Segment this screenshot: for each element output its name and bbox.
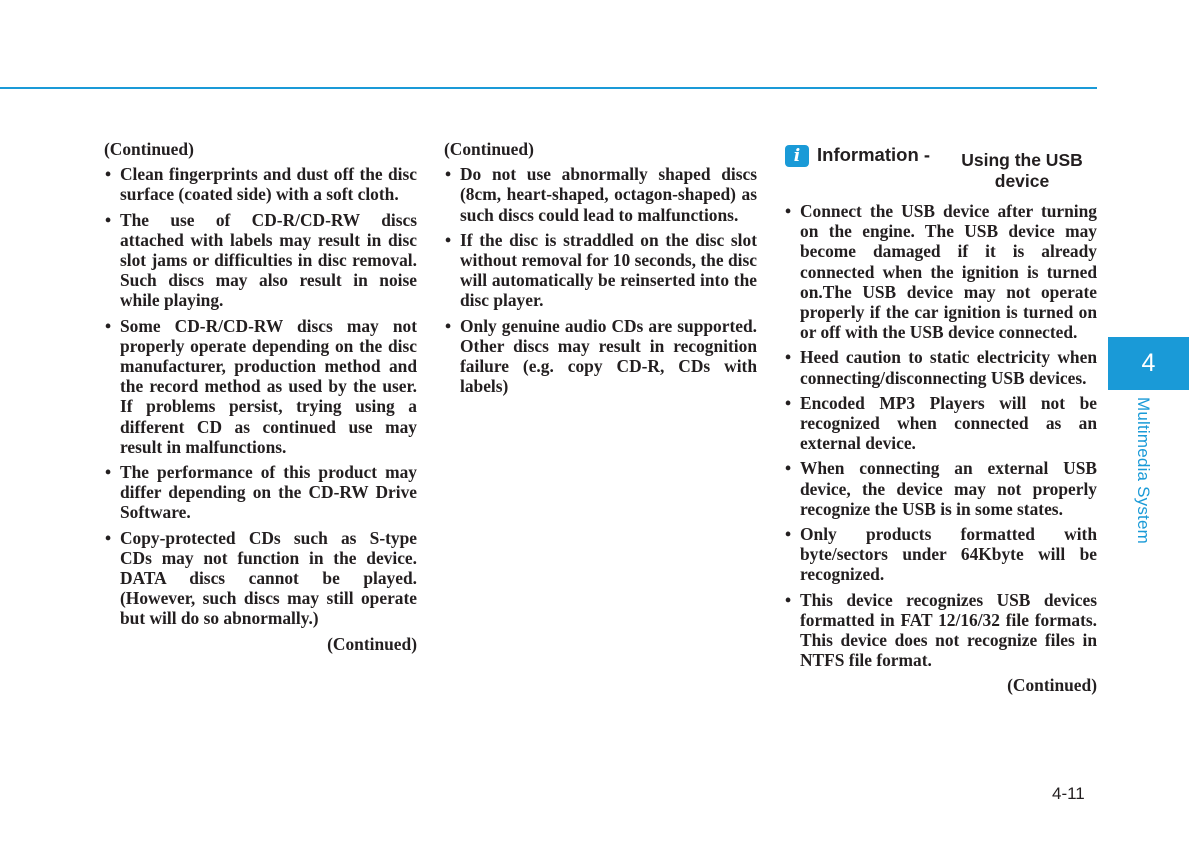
list-item: • Encoded MP3 Players will not be recognized when connected as an external device. (784, 393, 1097, 454)
list-item: • Do not use abnormally shaped discs (8cm, heart-shaped, octagon-shaped) as such discs could lead to malfunctions. (444, 164, 757, 225)
list-item: • Copy-protected CDs such as S-type CDs may not function in the device. DATA discs cannot be played. (However, such discs may still operate but will do so abnormally.) (104, 528, 417, 629)
continued-label-bottom: (Continued) (327, 633, 417, 654)
info-icon: i (785, 145, 809, 167)
column-3 (784, 145, 1097, 696)
column-2 (444, 139, 757, 401)
list-item: • Heed caution to static electricity when connecting/disconnecting USB devices. (784, 347, 1097, 387)
list-item: • When connecting an external USB device, the device may not properly recognize the USB is in some states. (784, 458, 1097, 519)
column-1 (104, 139, 417, 654)
bullet-list (784, 201, 1097, 670)
information-label: Information - (817, 144, 931, 165)
list-item: • The performance of this product may differ depending on the CD-RW Drive Software. (104, 462, 417, 523)
bullet-list (104, 164, 417, 628)
bullet-list (444, 164, 757, 396)
list-item: • This device recognizes USB devices formatted in FAT 12/16/32 file formats. This device does not recognize files in NTFS file format. (784, 590, 1097, 671)
list-item: • Some CD-R/CD-RW discs may not properly operate depending on the disc manufacturer, production method and the record method as used by the user. If problems persist, trying using a different CD as continued use may result in malfunctions. (104, 316, 417, 457)
list-item: • Clean fingerprints and dust off the disc surface (coated side) with a soft cloth. (104, 164, 417, 204)
continued-label-top: (Continued) (444, 139, 534, 159)
continued-label-top: (Continued) (104, 139, 194, 159)
header-rule (0, 87, 1097, 89)
list-item: • Connect the USB device after turning on the engine. The USB device may become damaged if it is already connected when the ignition is turned on.The USB device may not operate properly if the car ignition is turned on or off with the USB device connected. (784, 201, 1097, 342)
list-item: • If the disc is straddled on the disc slot without removal for 10 seconds, the disc will automatically be reinserted into the disc player. (444, 230, 757, 311)
information-title: Using the USB device (961, 150, 1083, 191)
information-header (784, 145, 1097, 197)
list-item: • The use of CD-R/CD-RW discs attached with labels may result in disc slot jams or difficulties in disc removal. Such discs may also result in noise while playing. (104, 210, 417, 311)
chapter-tab-number: 4 (1108, 337, 1189, 390)
chapter-tab-label: Multimedia System (1134, 397, 1153, 544)
list-item: • Only products formatted with byte/sectors under 64Kbyte will be recognized. (784, 524, 1097, 585)
page-number: 4-11 (1052, 784, 1085, 803)
continued-label-bottom: (Continued) (1007, 675, 1097, 696)
list-item: • Only genuine audio CDs are supported. Other discs may result in recognition failure (e.g. copy CD-R, CDs with labels) (444, 316, 757, 397)
